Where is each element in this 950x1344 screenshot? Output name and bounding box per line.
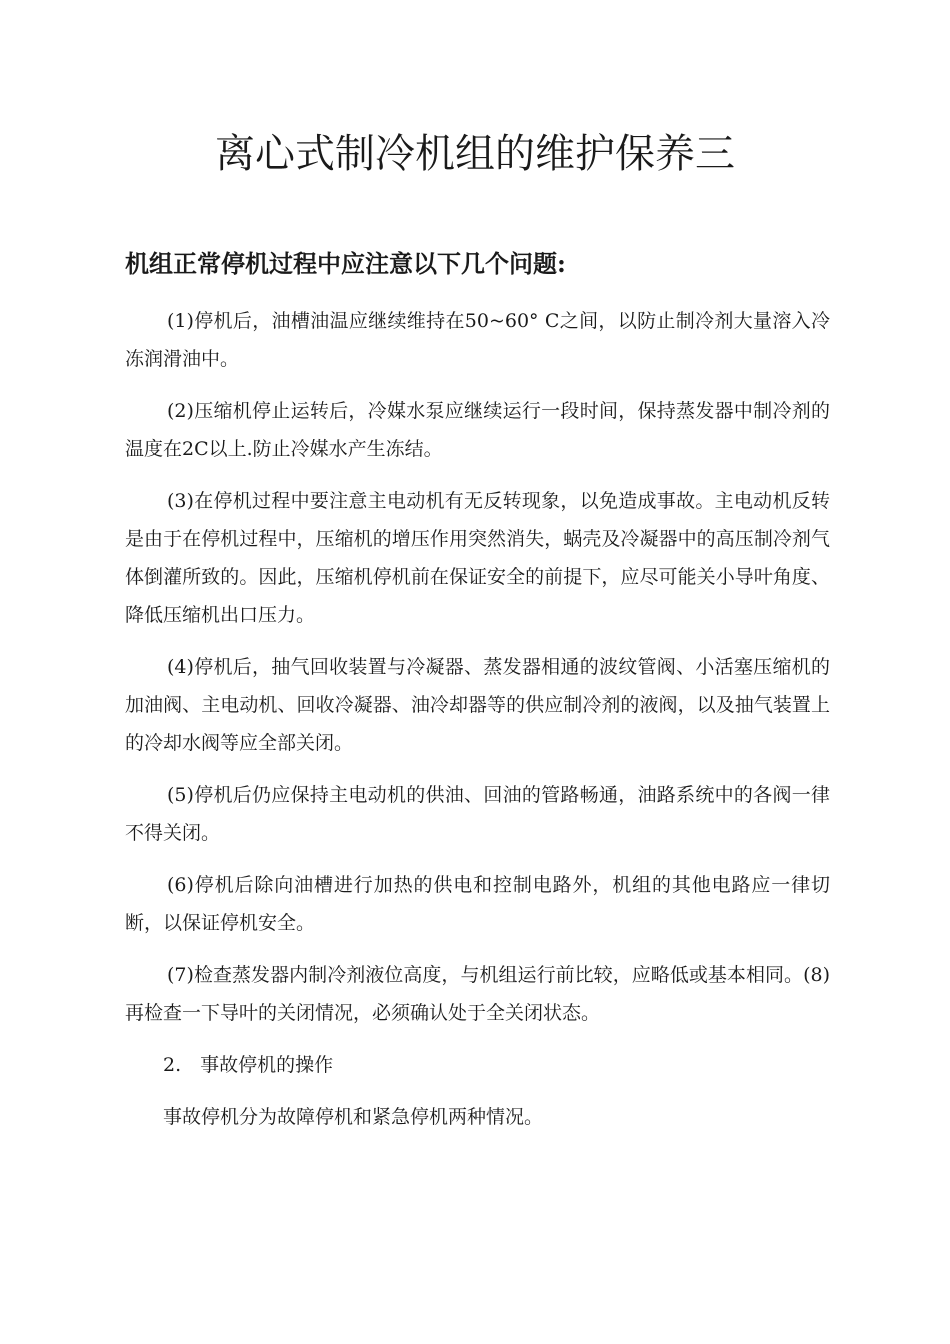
paragraph-2: (2)压缩机停止运转后，冷媒水泵应继续运行一段时间，保持蒸发器中制冷剂的温度在2C以上.防止冷媒水产生冻结。 <box>125 400 830 460</box>
paragraph-5: (5)停机后仍应保持主电动机的供油、回油的管路畅通，油路系统中的各阀一律不得关闭。 <box>125 784 830 844</box>
paragraph-4: (4)停机后，抽气回收装置与冷凝器、蒸发器相通的波纹管阀、小活塞压缩机的加油阀、主电动机、回收冷凝器、油冷却器等的供应制冷剂的液阀，以及抽气装置上的冷却水阀等应全部关闭。 <box>125 656 830 754</box>
paragraph-8: 事故停机分为故障停机和紧急停机两种情况。 <box>163 1106 544 1128</box>
paragraph-3: (3)在停机过程中要注意主电动机有无反转现象，以免造成事故。主电动机反转是由于在停机过程中，压缩机的增压作用突然消失，蜗壳及冷凝器中的高压制冷剂气体倒灌所致的。因此，压缩机停机前在保证安全的前提下，应尽可能关小导叶角度、降低压缩机出口压力。 <box>125 490 830 626</box>
paragraph-6: (6)停机后除向油槽进行加热的供电和控制电路外，机组的其他电路应一律切断，以保证停机安全。 <box>125 874 830 934</box>
paragraph-7: (7)检查蒸发器内制冷剂液位高度，与机组运行前比较，应略低或基本相同。(8)再检查一下导叶的关闭情况，必须确认处于全关闭状态。 <box>125 964 830 1024</box>
paragraph-1: (1)停机后，油槽油温应继续维持在50~60° C之间，以防止制冷剂大量溶入冷冻润滑油中。 <box>125 310 830 370</box>
section-2-heading: 2. 事故停机的操作 <box>163 1054 334 1076</box>
document-title: 离心式制冷机组的维护保养三 <box>215 131 735 177</box>
document-body <box>125 302 830 1150</box>
section-heading: 机组正常停机过程中应注意以下几个问题: <box>125 249 566 278</box>
